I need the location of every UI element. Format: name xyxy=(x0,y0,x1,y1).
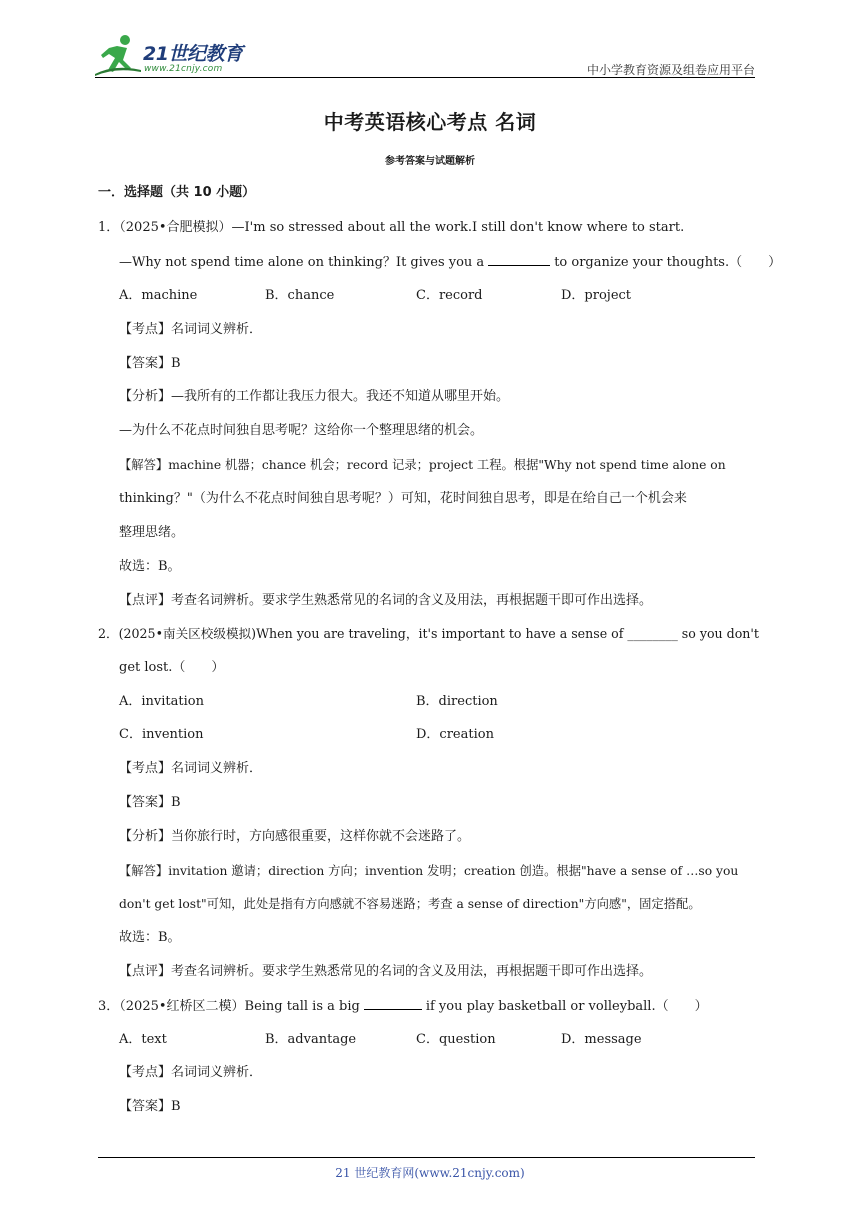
q1-option-b: B．chance xyxy=(265,288,335,303)
page-title: 中考英语核心考点 名词 xyxy=(323,110,537,134)
q2-option-c: C．invention xyxy=(119,727,204,742)
q2-kaodian: 【考点】名词词义辨析． xyxy=(119,761,263,776)
q3-option-a: A．text xyxy=(119,1032,167,1047)
q1-guxuan: 故选：B。 xyxy=(119,559,181,574)
q1-jieda-line3: 整理思绪。 xyxy=(119,525,185,540)
q3-stem-line1 xyxy=(98,997,708,1016)
q1-blank xyxy=(488,253,550,266)
footer-divider xyxy=(98,1157,755,1158)
q1-option-d: D．project xyxy=(561,288,632,303)
page-header xyxy=(95,30,755,80)
q3-option-c: C．question xyxy=(416,1032,496,1047)
site-logo xyxy=(95,34,265,78)
q1-fenxi-line2: —为什么不花点时间独自思考呢？这给你一个整理思绪的机会。 xyxy=(119,423,484,438)
q2-jieda-line2: don't get lost"可知，此处是指有方向感就不容易迷路；考查 a sense of direction"方向感"，固定搭配。 xyxy=(119,897,701,911)
section-heading: 一．选择题（共 10 小题） xyxy=(98,185,256,200)
logo-brand-text: 21世纪教育 xyxy=(143,43,243,65)
q1-option-a: A．machine xyxy=(119,288,198,303)
q1-jieda-line1: 【解答】machine 机器；chance 机会；record 记录；project 工程。根据"Why not spend time alone on xyxy=(119,458,726,472)
q2-option-d: D．creation xyxy=(416,727,494,742)
q1-kaodian: 【考点】名词词义辨析． xyxy=(119,322,263,337)
q1-fenxi-line1: 【分析】—我所有的工作都让我压力很大。我还不知道从哪里开始。 xyxy=(119,389,510,404)
q3-answer: 【答案】B xyxy=(119,1099,181,1114)
q2-guxuan: 故选：B。 xyxy=(119,930,181,945)
q1-option-c: C．record xyxy=(416,288,483,303)
header-divider xyxy=(95,77,755,78)
q3-stem-post: if you play basketball or volleyball.（ ） xyxy=(425,999,708,1014)
q2-answer: 【答案】B xyxy=(119,795,181,810)
q2-dianping: 【点评】考查名词辨析。要求学生熟悉常见的名词的含义及用法，再根据题干即可作出选择。 xyxy=(119,964,653,979)
q1-jieda-line2: thinking？"（为什么不花点时间独自思考呢？）可知，花时间独自思考，即是在给自己一个机会来 xyxy=(119,491,687,506)
q2-option-b: B．direction xyxy=(416,694,498,709)
q2-jieda-line1: 【解答】invitation 邀请；direction 方向；invention 发明；creation 创造。根据"have a sense of …so you xyxy=(119,864,739,878)
q1-answer: 【答案】B xyxy=(119,356,181,371)
q3-kaodian: 【考点】名词词义辨析． xyxy=(119,1065,263,1080)
platform-name: 中小学教育资源及组卷应用平台 xyxy=(586,63,755,77)
q2-fenxi: 【分析】当你旅行时，方向感很重要，这样你就不会迷路了。 xyxy=(119,829,471,844)
q3-option-d: D．message xyxy=(561,1032,642,1047)
page-footer: 21 世纪教育网(www.21cnjy.com) xyxy=(335,1166,525,1180)
q1-stem-pre: —Why not spend time alone on thinking？It gives you a xyxy=(119,255,485,270)
q1-dianping: 【点评】考查名词辨析。要求学生熟悉常见的名词的含义及用法，再根据题干即可作出选择。 xyxy=(119,593,653,608)
q3-blank xyxy=(364,997,422,1010)
page-subtitle: 参考答案与试题解析 xyxy=(385,156,475,167)
q2-option-a: A．invitation xyxy=(119,694,204,709)
runner-logo-icon xyxy=(95,34,143,78)
q2-stem-line1: 2．(2025•南关区校级模拟)When you are traveling，it's important to have a sense of ________ so you don't xyxy=(98,626,759,641)
q2-stem-line2: get lost.（ ） xyxy=(119,660,225,675)
logo-url-text: www.21cnjy.com xyxy=(144,64,223,74)
q3-option-b: B．advantage xyxy=(265,1032,357,1047)
q1-stem-line1: 1．（2025•合肥模拟）—I'm so stressed about all the work.I still don't know where to start. xyxy=(98,220,685,235)
q1-stem-line2 xyxy=(119,253,781,272)
q3-stem-pre: 3．（2025•红桥区二模）Being tall is a big xyxy=(98,999,360,1014)
q1-stem-post: to organize your thoughts.（ ） xyxy=(554,255,782,270)
